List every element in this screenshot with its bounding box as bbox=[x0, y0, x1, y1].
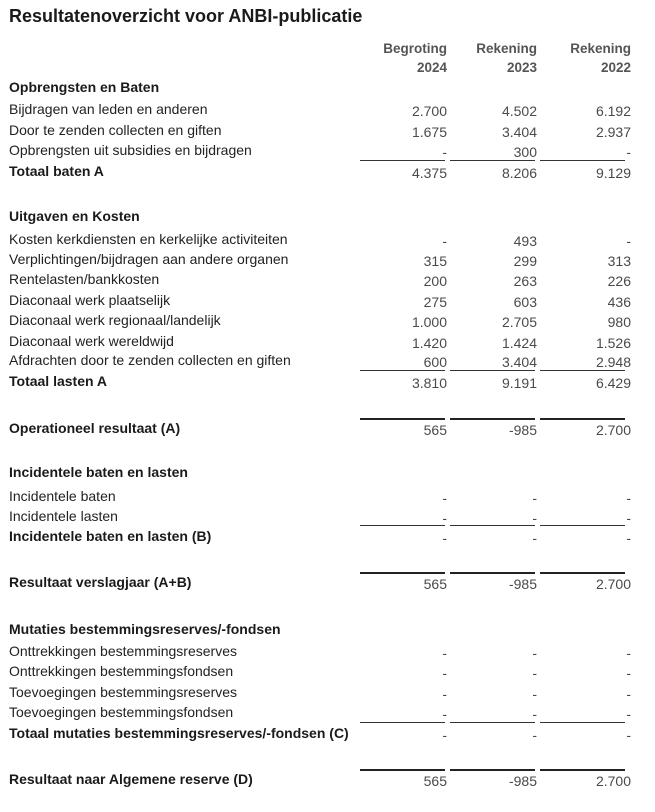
subtotal-rule-line bbox=[450, 525, 535, 526]
cell-value: 300 bbox=[513, 144, 537, 160]
total-row bbox=[0, 371, 655, 391]
cell-value: 8.206 bbox=[501, 165, 537, 181]
cell-value: 315 bbox=[423, 253, 447, 269]
row-label: Resultaat naar Algemene reserve (D) bbox=[9, 771, 253, 787]
cell-value: 200 bbox=[423, 273, 447, 289]
table-row bbox=[0, 120, 655, 140]
subtotal-rule-line bbox=[360, 160, 445, 161]
cell-value: - bbox=[442, 144, 447, 160]
section-heading bbox=[0, 206, 655, 226]
cell-value: - bbox=[442, 490, 447, 506]
table-row bbox=[0, 486, 655, 506]
cell-value: 600 bbox=[423, 354, 447, 370]
column-header-line2: 2022 bbox=[600, 60, 631, 75]
cell-value: - bbox=[442, 530, 447, 546]
page-title: Resultatenoverzicht voor ANBI-publicatie bbox=[9, 6, 363, 26]
row-label: Onttrekkingen bestemmingsfondsen bbox=[9, 663, 234, 679]
cell-value: - bbox=[626, 510, 631, 526]
cell-value: 2.700 bbox=[595, 422, 631, 438]
cell-value: 263 bbox=[513, 273, 537, 289]
result-rule-line bbox=[450, 769, 535, 771]
cell-value: - bbox=[626, 530, 631, 546]
cell-value: - bbox=[442, 706, 447, 722]
subtotal-rule-line bbox=[540, 160, 625, 161]
row-label: Onttrekkingen bestemmingsreserves bbox=[9, 643, 237, 659]
row-label: Bijdragen van leden en anderen bbox=[9, 101, 208, 117]
result-row bbox=[0, 418, 655, 438]
row-label: Toevoegingen bestemmingsreserves bbox=[9, 684, 238, 700]
row-label: Toevoegingen bestemmingsfondsen bbox=[9, 704, 234, 720]
result-rule-line bbox=[540, 769, 625, 771]
cell-value: 3.404 bbox=[501, 354, 537, 370]
cell-value: - bbox=[442, 510, 447, 526]
cell-value: - bbox=[626, 233, 631, 249]
cell-value: 275 bbox=[423, 294, 447, 310]
row-label: Opbrengsten en Baten bbox=[9, 79, 160, 95]
cell-value: - bbox=[626, 144, 631, 160]
table-row bbox=[0, 641, 655, 661]
column-header-line2: 2023 bbox=[506, 60, 537, 75]
table-row bbox=[0, 506, 655, 526]
column-header-begroting-2024 bbox=[357, 39, 447, 77]
cell-value: - bbox=[626, 665, 631, 681]
row-label: Diaconaal werk plaatselijk bbox=[9, 292, 171, 308]
cell-value: 565 bbox=[423, 773, 447, 789]
row-label: Incidentele baten en lasten bbox=[9, 464, 188, 480]
cell-value: -985 bbox=[508, 773, 537, 789]
row-label: Incidentele lasten bbox=[9, 508, 118, 524]
row-label: Totaal baten A bbox=[9, 163, 104, 179]
table-row bbox=[0, 140, 655, 160]
section-heading bbox=[0, 462, 655, 482]
row-label: Rentelasten/bankkosten bbox=[9, 271, 160, 287]
row-label: Opbrengsten uit subsidies en bijdragen bbox=[9, 142, 252, 158]
cell-value: 603 bbox=[513, 294, 537, 310]
cell-value: 313 bbox=[607, 253, 631, 269]
table-row bbox=[0, 290, 655, 310]
row-label: Totaal lasten A bbox=[9, 373, 108, 389]
cell-value: - bbox=[442, 233, 447, 249]
cell-value: - bbox=[626, 727, 631, 743]
cell-value: - bbox=[532, 706, 537, 722]
cell-value: - bbox=[532, 645, 537, 661]
cell-value: 299 bbox=[513, 253, 537, 269]
total-row bbox=[0, 526, 655, 546]
cell-value: - bbox=[442, 665, 447, 681]
table-row bbox=[0, 350, 655, 370]
cell-value: 2.937 bbox=[595, 124, 631, 140]
column-header-line1: Rekening bbox=[570, 41, 631, 56]
cell-value: 226 bbox=[607, 273, 631, 289]
cell-value: - bbox=[442, 645, 447, 661]
subtotal-rule-line bbox=[450, 722, 535, 723]
subtotal-rule-line bbox=[540, 525, 625, 526]
table-row bbox=[0, 229, 655, 249]
table-row bbox=[0, 269, 655, 289]
cell-value: - bbox=[626, 686, 631, 702]
result-row bbox=[0, 572, 655, 592]
cell-value: - bbox=[532, 665, 537, 681]
result-rule-line bbox=[540, 418, 625, 420]
subtotal-rule-line bbox=[360, 722, 445, 723]
cell-value: 1.420 bbox=[411, 335, 447, 351]
cell-value: - bbox=[442, 727, 447, 743]
row-label: Verplichtingen/bijdragen aan andere organen bbox=[9, 251, 289, 267]
result-rule-line bbox=[450, 572, 535, 574]
row-label: Kosten kerkdiensten en kerkelijke activiteiten bbox=[9, 231, 288, 247]
cell-value: - bbox=[626, 490, 631, 506]
cell-value: 565 bbox=[423, 576, 447, 592]
row-label: Uitgaven en Kosten bbox=[9, 208, 140, 224]
column-header-line1: Begroting bbox=[383, 41, 447, 56]
cell-value: 9.191 bbox=[501, 375, 537, 391]
cell-value: 2.700 bbox=[595, 773, 631, 789]
table-row bbox=[0, 702, 655, 722]
result-rule-line bbox=[360, 418, 445, 420]
cell-value: 436 bbox=[607, 294, 631, 310]
table-row bbox=[0, 331, 655, 351]
subtotal-rule-line bbox=[360, 525, 445, 526]
cell-value: 1.000 bbox=[411, 314, 447, 330]
row-label: Mutaties bestemmingsreserves/-fondsen bbox=[9, 621, 281, 637]
cell-value: 2.700 bbox=[411, 103, 447, 119]
cell-value: - bbox=[532, 727, 537, 743]
cell-value: 2.705 bbox=[501, 314, 537, 330]
cell-value: 2.948 bbox=[595, 354, 631, 370]
column-header-rekening-2022 bbox=[541, 39, 631, 77]
table-row bbox=[0, 99, 655, 119]
row-label: Operationeel resultaat (A) bbox=[9, 420, 181, 436]
total-row bbox=[0, 723, 655, 743]
total-row bbox=[0, 161, 655, 181]
cell-value: - bbox=[532, 490, 537, 506]
section-heading bbox=[0, 77, 655, 97]
section-heading bbox=[0, 619, 655, 639]
subtotal-rule-line bbox=[450, 160, 535, 161]
cell-value: 493 bbox=[513, 233, 537, 249]
subtotal-rule-line bbox=[540, 370, 625, 371]
result-rule-line bbox=[540, 572, 625, 574]
cell-value: -985 bbox=[508, 576, 537, 592]
row-label: Resultaat verslagjaar (A+B) bbox=[9, 574, 192, 590]
subtotal-rule-line bbox=[540, 722, 625, 723]
row-label: Diaconaal werk wereldwijd bbox=[9, 333, 174, 349]
subtotal-rule-line bbox=[360, 370, 445, 371]
row-label: Diaconaal werk regionaal/landelijk bbox=[9, 312, 221, 328]
cell-value: 1.675 bbox=[411, 124, 447, 140]
cell-value: 9.129 bbox=[595, 165, 631, 181]
cell-value: 565 bbox=[423, 422, 447, 438]
cell-value: - bbox=[532, 530, 537, 546]
cell-value: 6.192 bbox=[595, 103, 631, 119]
cell-value: 3.810 bbox=[411, 375, 447, 391]
cell-value: 2.700 bbox=[595, 576, 631, 592]
table-row bbox=[0, 661, 655, 681]
cell-value: - bbox=[626, 645, 631, 661]
column-header-line2: 2024 bbox=[416, 60, 447, 75]
table-row bbox=[0, 310, 655, 330]
cell-value: 4.502 bbox=[501, 103, 537, 119]
subtotal-rule-line bbox=[450, 370, 535, 371]
cell-value: - bbox=[532, 686, 537, 702]
cell-value: - bbox=[532, 510, 537, 526]
cell-value: - bbox=[626, 706, 631, 722]
result-row bbox=[0, 769, 655, 789]
table-row bbox=[0, 682, 655, 702]
result-rule-line bbox=[360, 769, 445, 771]
result-rule-line bbox=[360, 572, 445, 574]
cell-value: 980 bbox=[607, 314, 631, 330]
row-label: Incidentele baten bbox=[9, 488, 116, 504]
row-label: Incidentele baten en lasten (B) bbox=[9, 528, 212, 544]
cell-value: 4.375 bbox=[411, 165, 447, 181]
cell-value: -985 bbox=[508, 422, 537, 438]
column-header-rekening-2023 bbox=[447, 39, 537, 77]
cell-value: - bbox=[442, 686, 447, 702]
cell-value: 1.424 bbox=[501, 335, 537, 351]
cell-value: 3.404 bbox=[501, 124, 537, 140]
table-row bbox=[0, 249, 655, 269]
column-header-line1: Rekening bbox=[476, 41, 537, 56]
result-rule-line bbox=[450, 418, 535, 420]
cell-value: 6.429 bbox=[595, 375, 631, 391]
cell-value: 1.526 bbox=[595, 335, 631, 351]
row-label: Afdrachten door te zenden collecten en giften bbox=[9, 352, 291, 368]
row-label: Door te zenden collecten en giften bbox=[9, 122, 222, 138]
row-label: Totaal mutaties bestemmingsreserves/-fondsen (C) bbox=[9, 725, 349, 741]
